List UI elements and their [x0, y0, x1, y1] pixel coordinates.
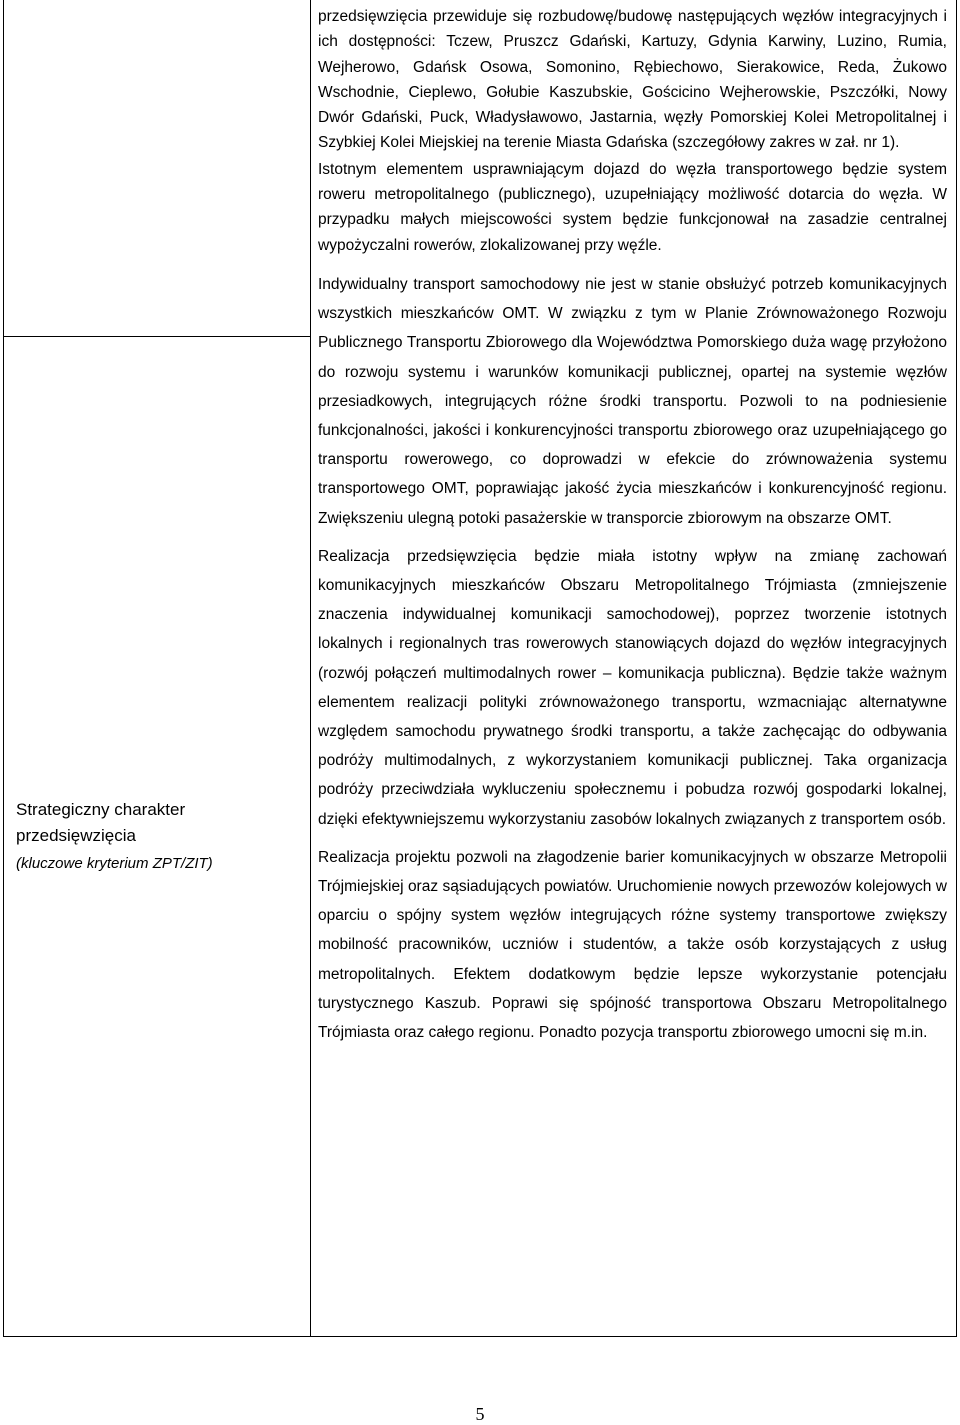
paragraph-bike-system: Istotnym elementem usprawniającym dojazd do węzła transportowego będzie system roweru metropolitalnego (publicznego), uzupełniający możliwość dotarcia do węzła. W przypadku małych miejscowości system będzie funkcjonował na zasadzie centralnej wypożyczalni rowerów, zlokalizowanej przy węźle.	[318, 160, 947, 254]
criterion-note: (kluczowe kryterium ZPT/ZIT)	[16, 855, 213, 872]
page-number: 5	[475, 1404, 485, 1424]
paragraph-barriers: Realizacja projektu pozwoli na złagodzenie barier komunikacyjnych w obszarze Metropolii Trójmiejskiej oraz sąsiadujących powiatów. Uruchomienie nowych przewozów kolejowych w oparciu o spójny system węzłów integrujących różne systemy transportowe zwiększy mobilność pracowników, uczniów i studentów, a także osób korzystających z usług metropolitalnych. Efektem dodatkowym będzie lepsze wykorzystanie potencjału turystycznego Kaszub. Poprawi się spójność transportowa Obszaru Metropolitalnego Trójmiasta oraz całego regionu. Ponadto pozycja transportu zbiorowego umocni się m.in.	[318, 848, 947, 1042]
column-divider	[310, 0, 311, 1336]
criterion-title	[16, 797, 306, 849]
paragraph-behaviour-change: Realizacja przedsięwzięcia będzie miała istotny wpływ na zmianę zachowań komunikacyjnych mieszkańców Obszaru Metropolitalnego Trójmiasta (zmniejszenie znaczenia indywidualnej komunikacji samochodowej), poprzez tworzenie istotnych lokalnych i regionalnych tras rowerowych stanowiących dojazd do węzłów integracyjnych (rozwój połączeń multimodalnych rower – komunikacja publiczna). Będzie także ważnym elementem realizacji polityki zrównoważonego transportu, wzmacniając alternatywne względem samochodu prywatnego środki transportu, a także zachęcając do odbywania podróży multimodalnych, z wykorzystaniem komunikacji publicznej. Taka organizacja podróży przeciwdziała wykluczeniu społecznemu i pobudza rozwój gospodarki lokalnej, dzięki efektywniejszemu wykorzystaniu zasobów lokalnych związanych z transportem osób.	[318, 547, 947, 828]
criterion-label-cell	[16, 797, 306, 875]
content-cell	[318, 4, 947, 1047]
paragraph-transport-plan: Indywidualny transport samochodowy nie jest w stanie obsłużyć potrzeb komunikacyjnych wszystkich mieszkańców OMT. W związku z tym w Planie Zrównoważonego Rozwoju Publicznego Transportu Zbiorowego dla Województwa Pomorskiego duża wagę przyłożono do rozwoju systemu i warunków komunikacji publicznej, opartej na systemie węzłów przesiadkowych, integrujących różne środki transportu. Pozwoli to na podniesienie funkcjonalności, jakości i konkurencyjności transportu zbiorowego oraz uzupełniającego go transportu rowerowego, co doprowadzi w efekcie do zrównoważenia systemu transportowego OMT, poprawiając jakość życia mieszkańców i konkurencyjność regionu. Zwiększeniu ulegną potoki pasażerskie w transporcie zbiorowym na obszarze OMT.	[318, 275, 947, 527]
row-divider	[4, 336, 310, 337]
criterion-title-line1: Strategiczny charakter	[16, 800, 186, 819]
criterion-title-line2: przedsięwzięcia	[16, 826, 136, 845]
paragraph-nodes-list: przedsięwzięcia przewiduje się rozbudowę/budowę następujących węzłów integracyjnych i ich dostępności: Tczew, Pruszcz Gdański, Kartuzy, Gdynia Karwiny, Luzino, Rumia, Wejherowo, Gdańsk Osowa, Somonino, Rębiechowo, Sierakowice, Reda, Żukowo Wschodnie, Cieplewo, Gołubie Kaszubskie, Gościcino Wejherowskie, Pszczółki, Nowy Dwór Gdański, Puck, Władysławowo, Jastarnia, węzły Pomorskiej Kolei Metropolitalnej i Szybkiej Kolei Miejskiej na terenie Miasta Gdańska (szczegółowy zakres w zał. nr 1).	[318, 8, 947, 152]
